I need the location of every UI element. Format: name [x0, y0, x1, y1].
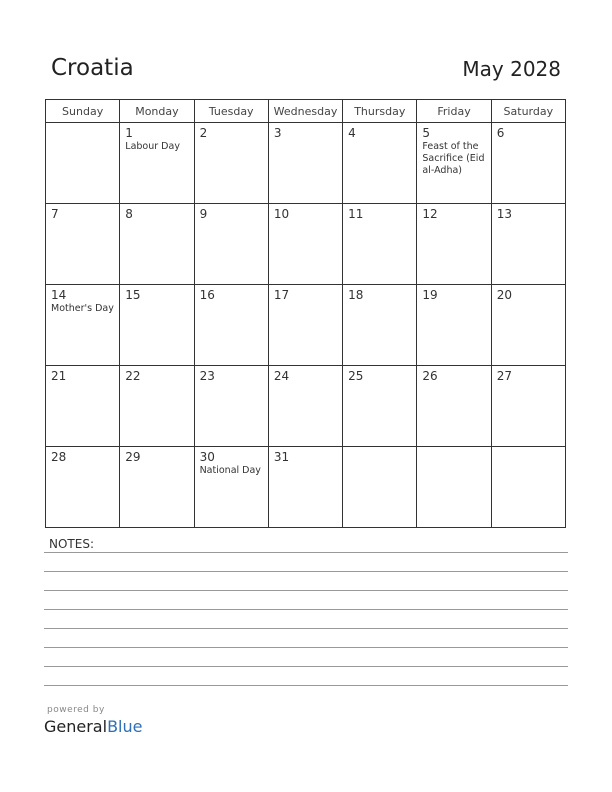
day-number: 5: [422, 126, 431, 140]
day-cell: [46, 366, 120, 447]
week-row: [46, 204, 566, 285]
day-number: 7: [51, 207, 59, 221]
week-row: [46, 123, 566, 204]
day-number: 6: [496, 126, 505, 140]
day-cell: [194, 366, 268, 447]
day-number: 4: [348, 126, 356, 140]
day-cell: [491, 204, 565, 285]
day-cell: [343, 285, 417, 366]
day-number: 10: [273, 207, 290, 221]
day-number: 9: [199, 207, 208, 221]
day-number: 30: [199, 450, 215, 464]
day-cell: [120, 123, 194, 204]
day-number: 11: [348, 207, 364, 221]
day-number: 8: [125, 207, 133, 221]
day-number: 24: [273, 369, 290, 383]
day-number: 13: [496, 207, 512, 221]
day-cell: [268, 285, 342, 366]
holiday-label: Labour Day: [125, 141, 180, 152]
day-cell: [268, 447, 342, 528]
day-number: 16: [199, 288, 215, 302]
weekday-thursday: Thursday: [343, 100, 417, 123]
day-cell: [194, 123, 268, 204]
weekday-friday: Friday: [417, 100, 491, 123]
day-cell: [46, 204, 120, 285]
week-row: [46, 285, 566, 366]
day-cell: [268, 366, 342, 447]
holiday-label: National Day: [199, 465, 261, 476]
weekday-sunday: Sunday: [46, 100, 120, 123]
day-number: 1: [125, 126, 133, 140]
holiday-label: Mother's Day: [51, 303, 114, 314]
day-number: 27: [496, 369, 512, 383]
weekday-wednesday: Wednesday: [268, 100, 342, 123]
week-row: [46, 447, 566, 528]
day-number: 18: [348, 288, 364, 302]
day-cell: [194, 447, 268, 528]
weekday-saturday: Saturday: [491, 100, 565, 123]
holiday-label: Feast of the Sacrifice (Eid al-Adha): [422, 141, 485, 176]
country-title: Croatia: [51, 55, 134, 81]
calendar-grid: [45, 99, 566, 528]
notes-line: [44, 647, 568, 648]
weekday-tuesday: Tuesday: [194, 100, 268, 123]
notes-label: NOTES:: [49, 537, 94, 551]
day-number: 12: [422, 207, 438, 221]
day-cell: [120, 366, 194, 447]
notes-line: [44, 609, 568, 610]
day-cell: [417, 285, 491, 366]
day-number: 31: [273, 450, 290, 464]
day-number: 25: [348, 369, 364, 383]
day-cell: [491, 285, 565, 366]
day-cell: [194, 204, 268, 285]
notes-line: [44, 571, 568, 572]
day-cell: [417, 204, 491, 285]
week-row: [46, 366, 566, 447]
day-cell: [417, 447, 491, 528]
day-cell: [491, 447, 565, 528]
day-number: 26: [422, 369, 438, 383]
day-cell: [343, 123, 417, 204]
day-cell: [120, 285, 194, 366]
day-cell: [46, 285, 120, 366]
day-number: 14: [51, 288, 67, 302]
notes-line: [44, 685, 568, 686]
month-year-title: May 2028: [462, 57, 561, 81]
day-cell: [491, 366, 565, 447]
day-cell: [343, 447, 417, 528]
day-number: 15: [125, 288, 141, 302]
day-cell: [46, 447, 120, 528]
brand-part-blue: Blue: [107, 717, 143, 736]
day-number: 22: [125, 369, 141, 383]
day-cell: [343, 366, 417, 447]
day-number: 2: [199, 126, 208, 140]
powered-by-text: powered by: [47, 705, 105, 715]
day-cell: [491, 123, 565, 204]
day-number: 19: [422, 288, 438, 302]
day-number: 23: [199, 369, 215, 383]
day-cell: [343, 204, 417, 285]
generalblue-logo: [44, 717, 142, 736]
day-cell: [417, 123, 491, 204]
day-number: 17: [273, 288, 290, 302]
day-cell: [194, 285, 268, 366]
day-cell: [268, 204, 342, 285]
brand-part-general: General: [44, 717, 108, 736]
weekday-header-row: [46, 100, 566, 123]
day-cell: [46, 123, 120, 204]
notes-line: [44, 590, 568, 591]
notes-line: [44, 666, 568, 667]
day-number: 3: [273, 126, 282, 140]
day-cell: [120, 447, 194, 528]
day-number: 28: [51, 450, 67, 464]
notes-line: [44, 628, 568, 629]
day-number: 29: [125, 450, 141, 464]
weekday-monday: Monday: [120, 100, 194, 123]
day-cell: [120, 204, 194, 285]
day-cell: [268, 123, 342, 204]
day-number: 20: [496, 288, 512, 302]
notes-line: [44, 552, 568, 553]
day-number: 21: [51, 369, 67, 383]
day-cell: [417, 366, 491, 447]
